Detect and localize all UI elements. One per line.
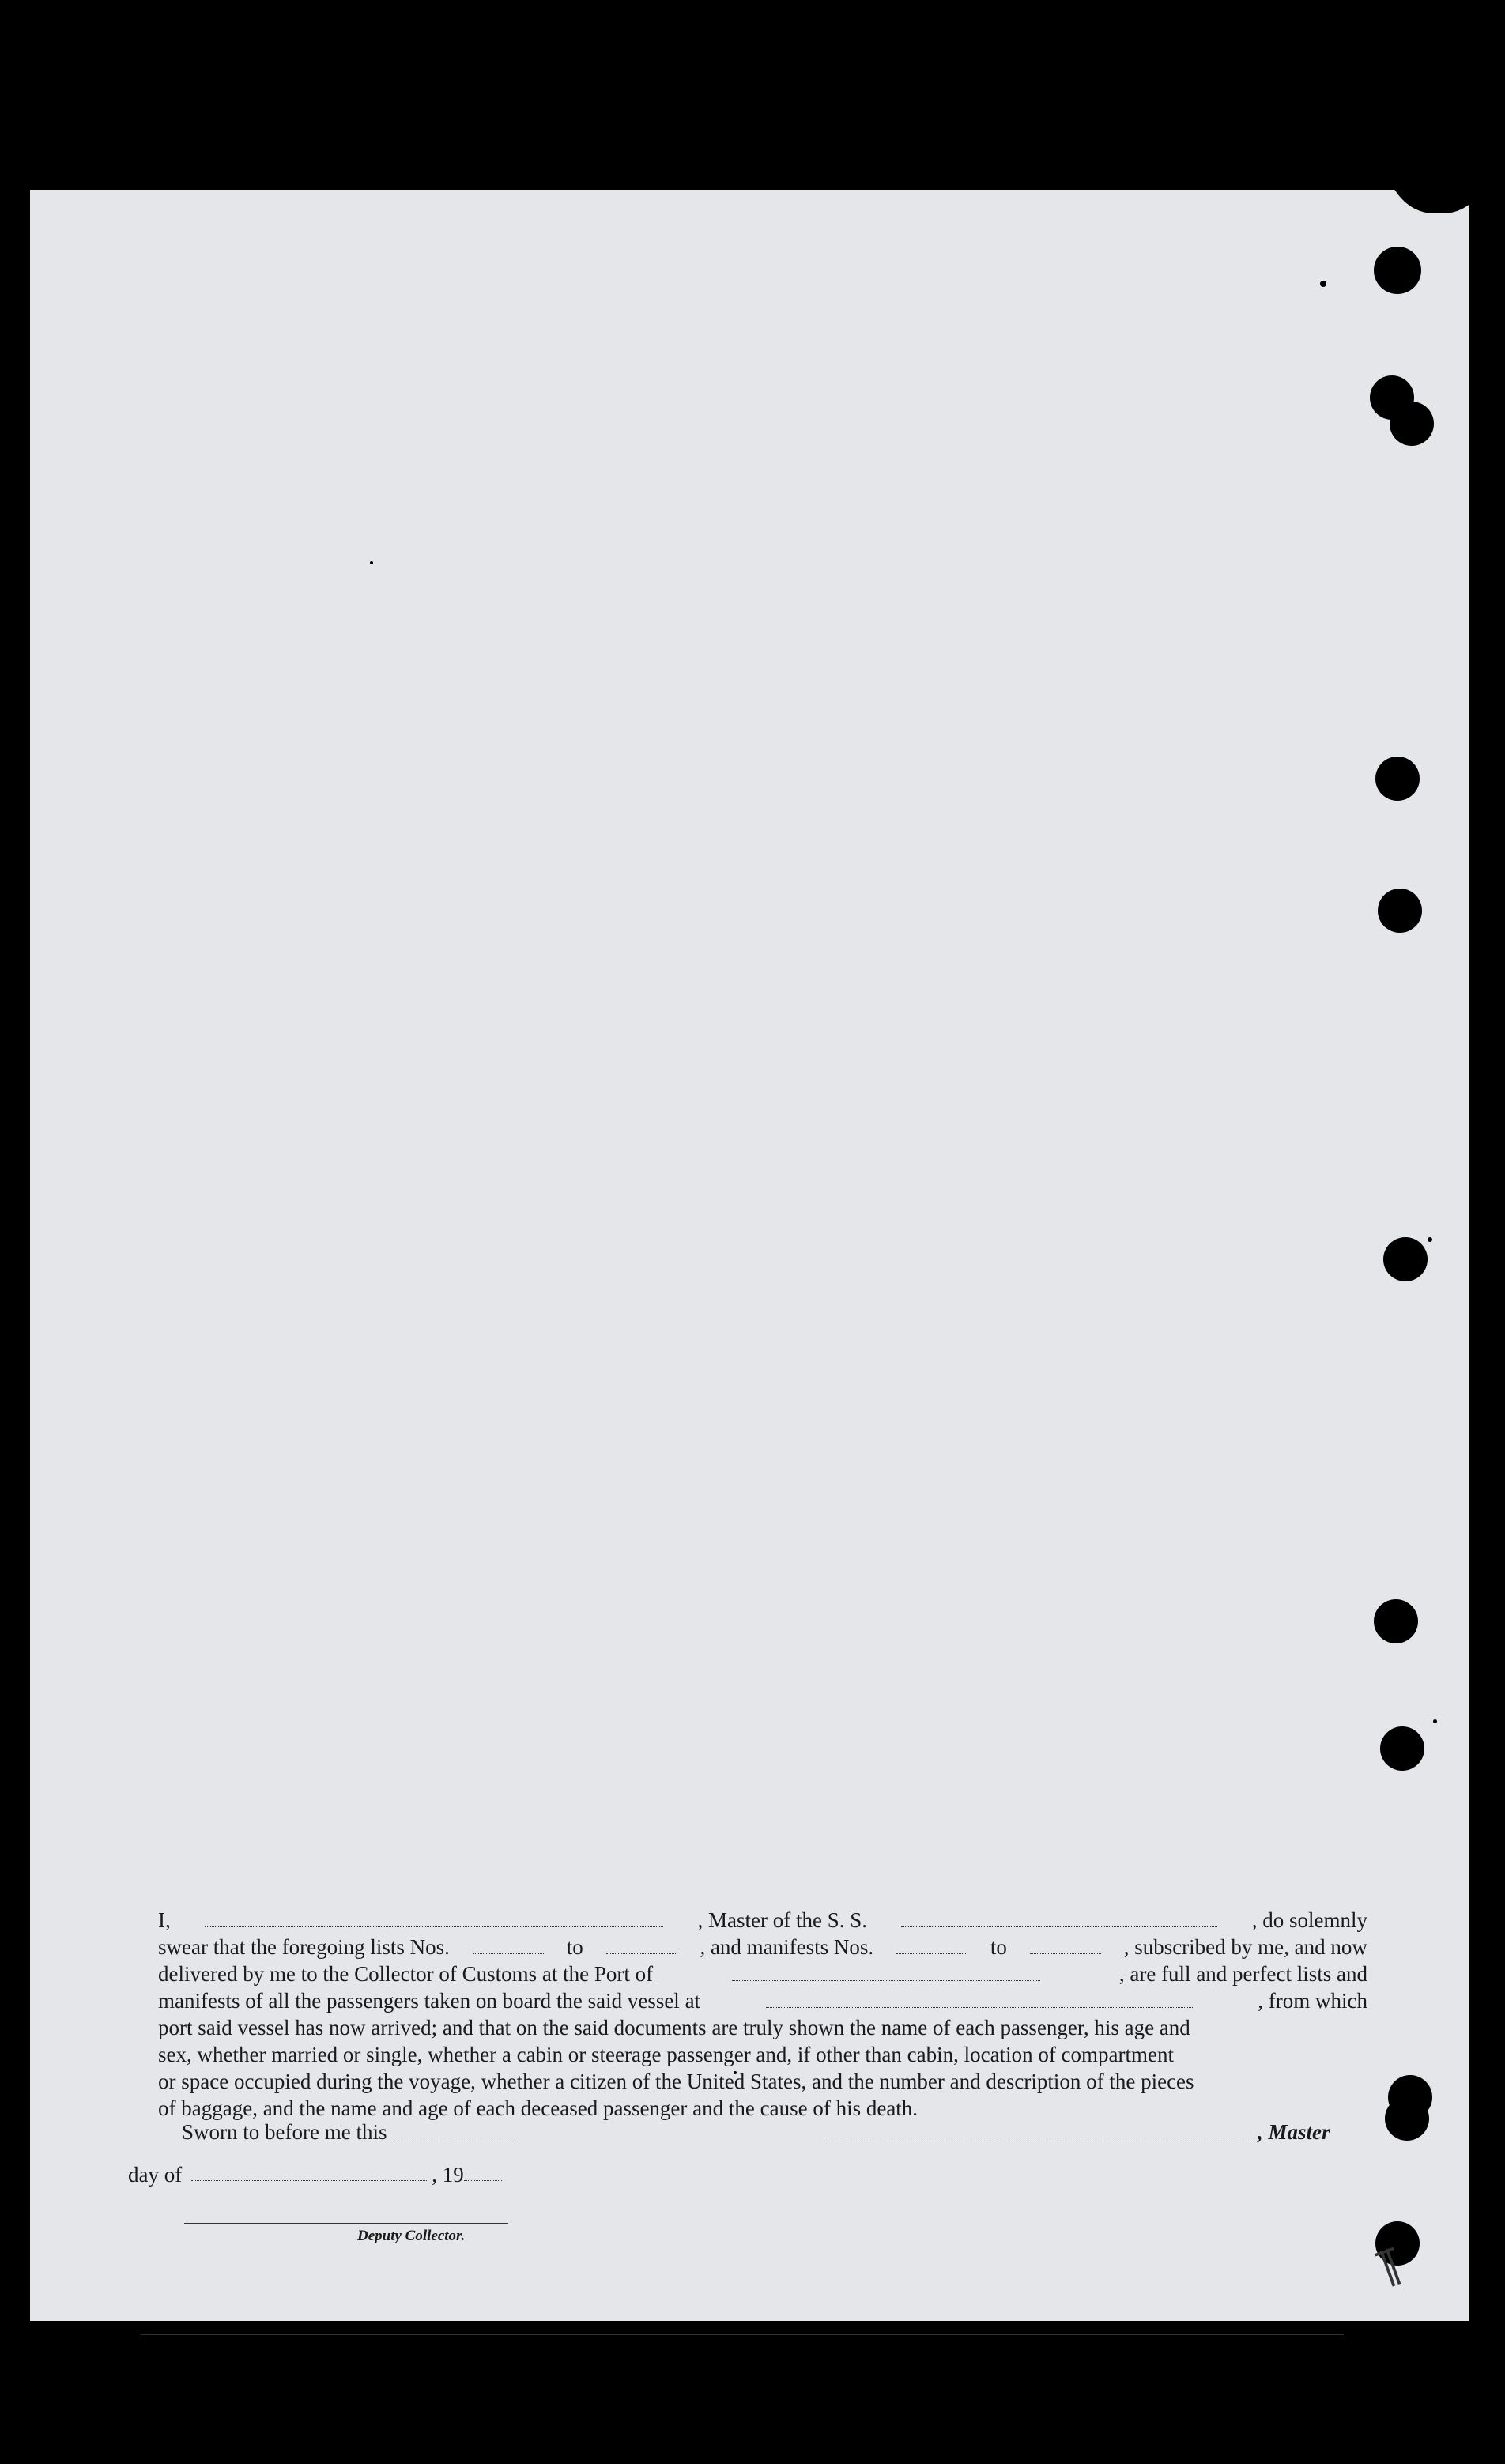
month-blank bbox=[191, 2180, 428, 2181]
master-label: , Master bbox=[1258, 2120, 1330, 2144]
oath-text: , Master of the S. S. bbox=[697, 1908, 867, 1932]
master-name-blank bbox=[205, 1926, 663, 1927]
sworn-label: Sworn to before me this bbox=[182, 2120, 387, 2144]
punch-hole bbox=[1380, 1726, 1424, 1771]
oath-line bbox=[158, 1934, 1367, 1960]
punch-hole bbox=[1374, 1599, 1418, 1643]
sworn-line bbox=[182, 2120, 516, 2145]
lists-from-blank bbox=[473, 1953, 544, 1954]
oath-text: sex, whether married or single, whether a cabin or steerage passenger and, if other than cabin, location of compartment bbox=[158, 2043, 1175, 2066]
oath-line bbox=[158, 1907, 1367, 1934]
speck bbox=[1428, 1237, 1432, 1242]
day-line bbox=[128, 2163, 505, 2187]
punch-hole bbox=[1390, 402, 1434, 446]
oath-text: I, bbox=[158, 1908, 171, 1932]
oath-line bbox=[158, 2068, 1367, 2095]
departure-port-blank bbox=[766, 2007, 1193, 2008]
port-blank bbox=[732, 1980, 1040, 1981]
speck bbox=[1433, 1719, 1437, 1723]
day-label: day of bbox=[128, 2163, 183, 2187]
oath-text: swear that the foregoing lists Nos. bbox=[158, 1935, 450, 1959]
manifests-to-blank bbox=[1030, 1953, 1101, 1954]
oath-line bbox=[158, 1960, 1367, 1987]
oath-text: to bbox=[990, 1935, 1007, 1959]
oath-line bbox=[158, 2095, 1367, 2122]
oath-text: port said vessel has now arrived; and that on the said documents are truly shown the name of each passenger, his age and bbox=[158, 2016, 1190, 2039]
oath-text: , subscribed by me, and now bbox=[1123, 1935, 1367, 1959]
oath-text: to bbox=[566, 1935, 583, 1959]
oath-text: , are full and perfect lists and bbox=[1118, 1962, 1367, 1986]
year-blank bbox=[464, 2180, 502, 2181]
punch-hole bbox=[1383, 71, 1494, 213]
speck bbox=[1320, 281, 1326, 287]
punch-hole bbox=[1383, 1237, 1428, 1281]
oath-line bbox=[158, 1987, 1367, 2014]
oath-text: , from which bbox=[1258, 1989, 1367, 2013]
oath-text: , do solemnly bbox=[1251, 1908, 1367, 1932]
manifests-from-blank bbox=[896, 1953, 968, 1954]
oath-text: , and manifests Nos. bbox=[700, 1935, 874, 1959]
oath-text: delivered by me to the Collector of Customs at the Port of bbox=[158, 1962, 654, 1986]
punch-hole bbox=[1375, 757, 1420, 801]
speck bbox=[370, 561, 373, 564]
handwritten-mark: ∥̅̅ bbox=[1373, 2241, 1406, 2290]
oath-text: manifests of all the passengers taken on board the said vessel at bbox=[158, 1989, 701, 2013]
master-signature bbox=[824, 2120, 1330, 2145]
oath-line bbox=[158, 2041, 1367, 2068]
vessel-name-blank bbox=[901, 1926, 1217, 1927]
deputy-label: Deputy Collector. bbox=[357, 2228, 466, 2244]
lists-to-blank bbox=[606, 1953, 677, 1954]
oath-paragraph bbox=[158, 1907, 1367, 2122]
oath-text: or space occupied during the voyage, whether a citizen of the United States, and the number and description of the pieces bbox=[158, 2070, 1194, 2093]
punch-hole bbox=[1378, 889, 1422, 933]
bottom-rule bbox=[141, 2334, 1344, 2335]
punch-hole bbox=[1374, 247, 1421, 294]
manifest-page bbox=[30, 190, 1469, 2321]
oath-line bbox=[158, 2014, 1367, 2041]
year-label: , 19 bbox=[432, 2163, 464, 2187]
deputy-signature-line bbox=[184, 2223, 508, 2224]
punch-hole bbox=[1385, 2096, 1429, 2141]
oath-text: of baggage, and the name and age of each deceased passenger and the cause of his death. bbox=[158, 2096, 918, 2120]
